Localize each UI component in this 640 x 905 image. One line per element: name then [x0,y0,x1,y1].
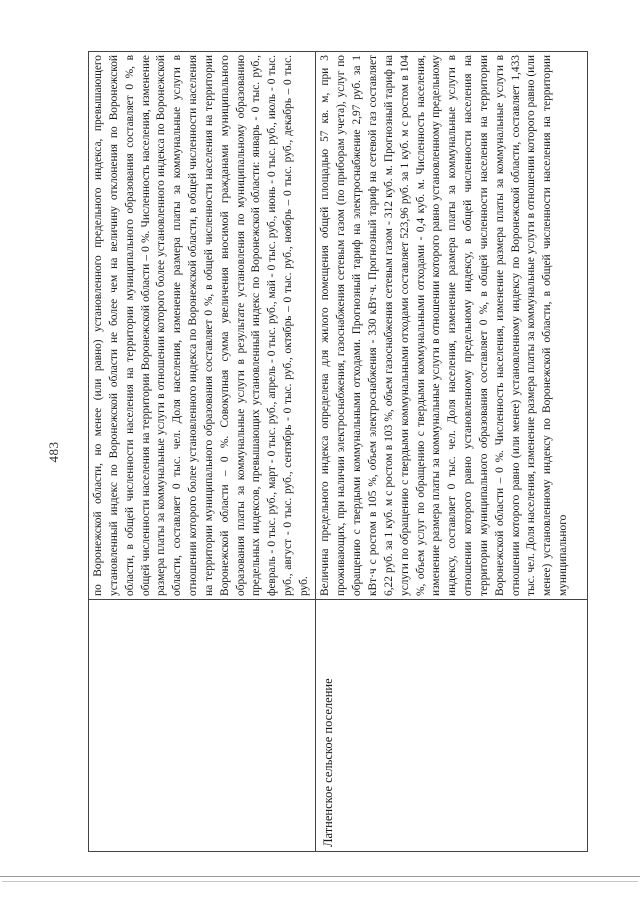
row-text-cell [316,52,588,600]
row-text-cell [89,52,316,600]
row-name-cell [316,600,588,852]
scan-edge-line [0,876,640,877]
row-name-cell [89,600,316,852]
row-name [89,600,94,851]
page-number: 483 [46,441,61,463]
table-row [89,52,316,852]
municipal-index-table [88,51,588,852]
row-text: по Воронежской области, но менее (или равно) установленного предельного индекса, превышающего установленный индекс по Воронежской области не более чем на величину отклонения по Воронежской области, в общей численности населения на территории муниципального образования составляет 0 %, в общей численности населения на территории Воронежской области – 0 %. Численность населения, изменение размера платы за коммунальные услуги в отношении которого более установленного индекса по Воронежской области, составляет 0 тыс. чел. Доля населения, изменение размера платы за коммунальные услуги в отношении которого более установленного индекса по Воронежской области, в общей численности населения на территории муниципального образования составляет 0 %, в общей численности населения на территории Воронежской области – 0 %. Совокупная сумма увеличения вносимой гражданами муниципального образования платы за коммунальные услуги в результате установления по муниципальному образованию предельных индексов, превышающих установленный индекс по Воронежской области: январь - 0 тыс. руб., февраль - 0 тыс. руб., март - 0 тыс. руб., апрель - 0 тыс. руб., май - 0 тыс. руб., июнь - 0 тыс. руб., июль - 0 тыс. руб., август - 0 тыс. руб., сентябрь - 0 тыс. руб., октябрь – 0 тыс. руб., ноябрь – 0 тыс. руб., декабрь – 0 тыс. руб. [92,55,310,596]
row-text: Величина предельного индекса определена для жилого помещения общей площадью 57 кв. м, при 3 проживающих, при наличии электроснабжения, газоснабжения сетевым газом (по приборам учета), услуг по обращению с твердыми коммунальными отходами. Прогнозный тариф на электроснабжение 2,97 руб. за 1 кВт·ч с ростом в 105 %, объем электроснабжения - 330 кВт·ч. Прогнозный тариф на сетевой газ составляет 6,22 руб. за 1 куб. м с ростом в 103 %, объем газоснабжения сетевым газом - 312 куб. м. Прогнозный тариф на услуги по обращению с твердыми коммунальными отходами составляет 523,96 руб. за 1 куб. м с ростом в 104 %, объем услуг по обращению с твердыми коммунальными отходами - 0,4 куб. м. Численность населения, изменение размера платы за коммунальные услуги в отношении которого равно установленному предельному индексу, составляет 0 тыс. чел. Доля населения, изменение размера платы за коммунальные услуги в отношении которого равно установленному предельному индексу, в общей численности населения на территории муниципального образования составляет 0 %, в общей численности населения на территории Воронежской области – 0 %. Численность населения, изменение размера платы за коммунальные услуги в отношении которого равно (или менее) установленному индексу по Воронежской области, составляет 1,433 тыс. чел. Доля населения, изменение размера платы за коммунальные услуги в отношении которого равно (или менее) установленному индексу по Воронежской области, в общей численности населения на территории муниципального [319,55,570,596]
row-name: Латненское сельское поселение [321,678,336,847]
table-row [316,52,588,852]
rotated-content [46,52,588,852]
scan-edge-line [2,881,638,882]
